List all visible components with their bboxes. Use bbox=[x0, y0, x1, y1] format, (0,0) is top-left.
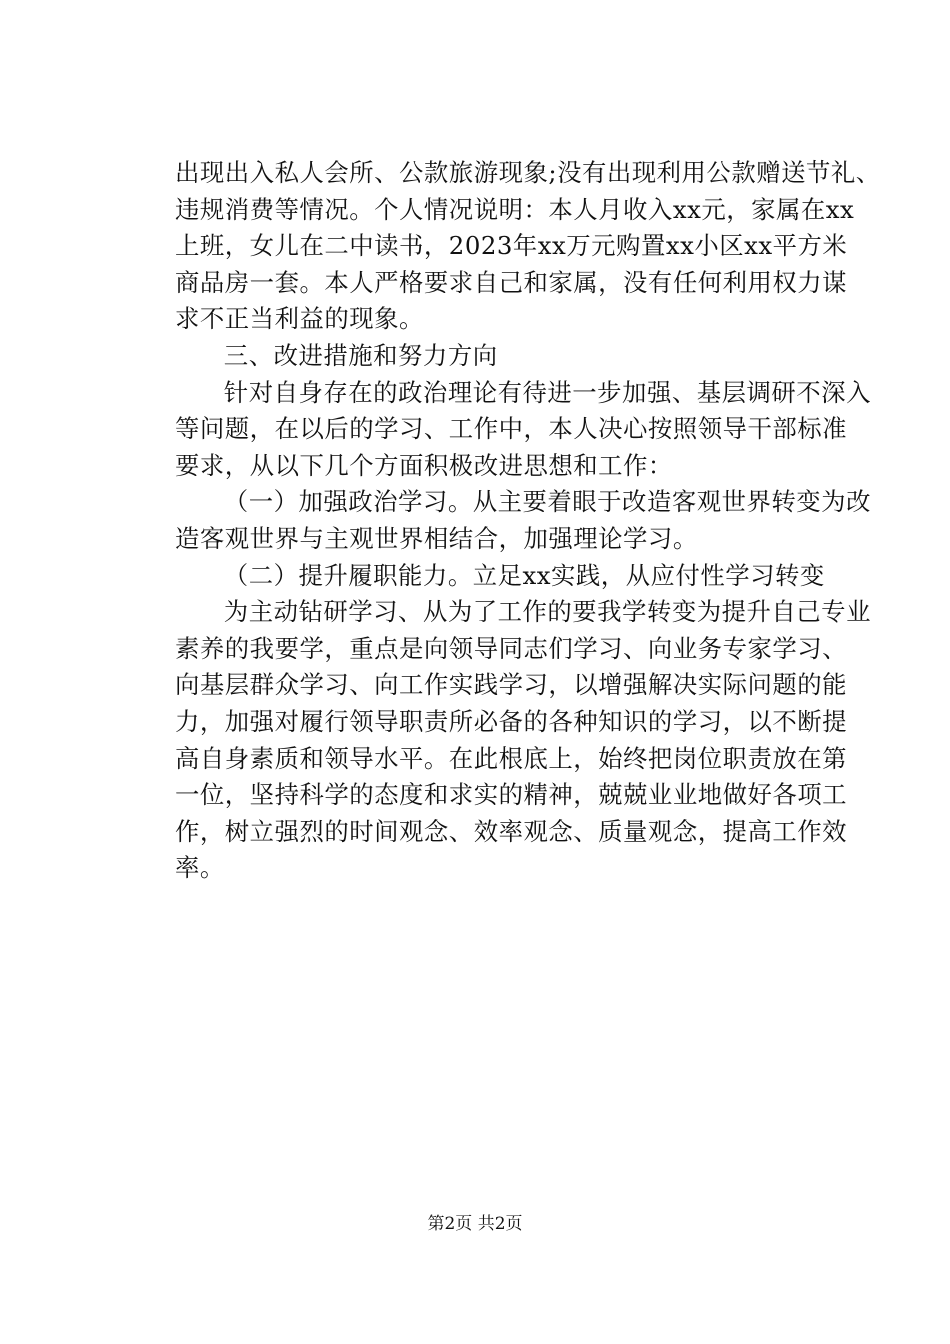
text-line: 作，树立强烈的时间观念、效率观念、质量观念，提高工作效 bbox=[175, 816, 848, 846]
page-footer bbox=[0, 1212, 950, 1236]
text-line: 商品房一套。本人严格要求自己和家属，没有任何利用权力谋 bbox=[175, 267, 848, 297]
text-line: 针对自身存在的政治理论有待进一步加强、基层调研不深入 bbox=[223, 377, 871, 407]
text-line: 高自身素质和领导水平。在此根底上，始终把岗位职责放在第 bbox=[175, 743, 848, 773]
text-line: 上班，女儿在二中读书，2023年xx万元购置xx小区xx平方米 bbox=[175, 231, 848, 261]
text-line: 造客观世界与主观世界相结合，加强理论学习。 bbox=[175, 523, 698, 553]
text-line: 出现出入私人会所、公款旅游现象;没有出现利用公款赠送节礼、 bbox=[175, 158, 881, 187]
text-line: 素养的我要学，重点是向领导同志们学习、向业务专家学习、 bbox=[175, 633, 848, 663]
document-body bbox=[175, 155, 881, 887]
text-line: 为主动钻研学习、从为了工作的要我学转变为提升自己专业 bbox=[223, 597, 871, 627]
page-number: 第2页 共2页 bbox=[427, 1214, 523, 1234]
text-line: 向基层群众学习、向工作实践学习，以增强解决实际问题的能 bbox=[175, 670, 848, 700]
text-line: 等问题，在以后的学习、工作中，本人决心按照领导干部标准 bbox=[175, 414, 848, 444]
text-line: （二）提升履职能力。立足xx实践，从应付性学习转变 bbox=[223, 560, 825, 590]
text-line: 力，加强对履行领导职责所必备的各种知识的学习，以不断提 bbox=[175, 706, 848, 736]
text-line: （一）加强政治学习。从主要着眼于改造客观世界转变为改 bbox=[223, 487, 871, 517]
text-line: 要求，从以下几个方面积极改进思想和工作： bbox=[175, 450, 673, 480]
text-line: 违规消费等情况。个人情况说明：本人月收入xx元，家属在xx bbox=[175, 194, 855, 224]
text-line: 求不正当利益的现象。 bbox=[175, 304, 424, 334]
text-line: 率。 bbox=[175, 853, 225, 883]
text-line: 三、改进措施和努力方向 bbox=[223, 340, 498, 370]
text-line: 一位，坚持科学的态度和求实的精神，兢兢业业地做好各项工 bbox=[175, 780, 848, 810]
